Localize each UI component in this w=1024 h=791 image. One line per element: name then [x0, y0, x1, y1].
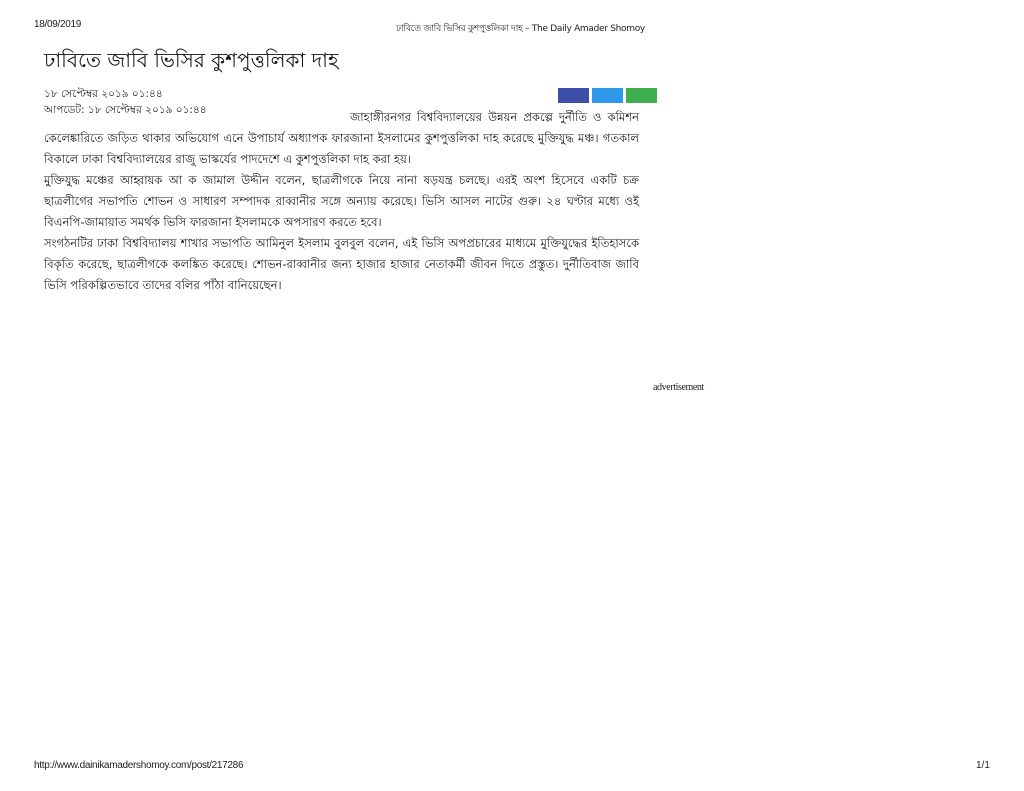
- article-body: [44, 107, 639, 296]
- facebook-share-icon: [558, 88, 589, 103]
- print-footer-url: http://www.dainikamadershomoy.com/post/217286: [34, 760, 244, 771]
- share-icon: [626, 88, 657, 103]
- article-headline: ঢাবিতে জাবি ভিসির কুশপুত্তলিকা দাহ: [44, 48, 339, 72]
- share-buttons: [558, 88, 657, 103]
- article-paragraph: সংগঠনটির ঢাকা বিশ্ববিদ্যালয় শাখার সভাপতি আমিনুল ইসলাম বুলবুল বলেন, এই ভিসি অপপ্রচারের মাধ্যমে মুক্তিযুদ্ধের ইতিহাসকে বিকৃতি করেছে, ছাত্রলীগকে কলঙ্কিত করেছে। শোভন-রাব্বানীর জন্য হাজার হাজার নেতাকর্মী জীবন দিতে প্রস্তুত। দুর্নীতিবাজ জাবি ভিসি পরিকল্পিতভাবে তাদের বলির পাঁঠা বানিয়েছেন।: [44, 236, 639, 292]
- article-paragraph: জাহাঙ্গীরনগর বিশ্ববিদ্যালয়ের উন্নয়ন প্রকল্পে দুর্নীতি ও কমিশন কেলেঙ্কারিতে জড়িত থাকার অভিযোগ এনে উপাচার্য অধ্যাপক ফারজানা ইসলামের কুশপুত্তলিকা দাহ করেছে মুক্তিযুদ্ধ মঞ্চ। গতকাল বিকালে ঢাকা বিশ্ববিদ্যালয়ের রাজু ভাস্কর্যের পাদদেশে এ কুশপুত্তলিকা দাহ করা হয়।: [44, 110, 639, 166]
- share-button[interactable]: [626, 88, 657, 103]
- print-header-title: ঢাবিতে জাবি ভিসির কুশপুত্তলিকা দাহ – The Daily Amader Shomoy: [396, 24, 645, 34]
- article-paragraph: মুক্তিযুদ্ধ মঞ্চের আহ্বায়ক আ ক জামাল উদ্দীন বলেন, ছাত্রলীগকে নিয়ে নানা ষড়যন্ত্র চলছে। এরই অংশ হিসেবে একটি চক্র ছাত্রলীগের সভাপতি শোভন ও সাধারণ সম্পাদক রাব্বানীর সঙ্গে অন্যায় করেছে। ভিসি আসল নাটের গুরু। ২৪ ঘণ্টার মধ্যে ওই বিএনপি-জামায়াত সমর্থক ভিসি ফারজানা ইসলামকে অপসারণ করতে হবে।: [44, 173, 639, 229]
- twitter-share-icon: [592, 88, 623, 103]
- twitter-share-button[interactable]: [592, 88, 623, 103]
- print-footer-page-number: 1/1: [976, 760, 990, 771]
- advertisement-label: advertisement: [653, 382, 704, 393]
- facebook-share-button[interactable]: [558, 88, 589, 103]
- print-header-date: 18/09/2019: [34, 19, 82, 30]
- published-date: ১৮ সেপ্টেম্বর ২০১৯ ০১:৪৪: [44, 88, 163, 100]
- updated-date: আপডেট: ১৮ সেপ্টেম্বর ২০১৯ ০১:৪৪: [44, 104, 207, 116]
